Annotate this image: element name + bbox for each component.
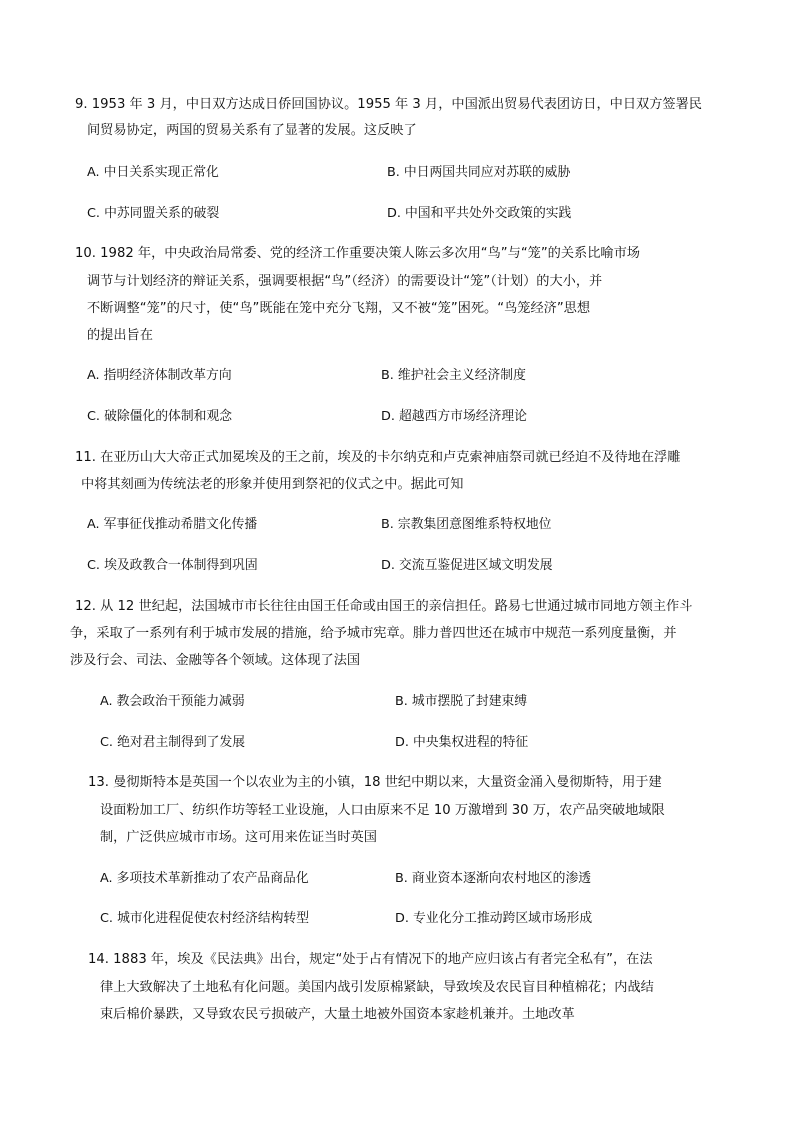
question-stem-line: 11. 在亚历山大大帝正式加冕埃及的王之前，埃及的卡尔纳克和卢克索神庙祭司就已经迫不及待地在浮雕 bbox=[75, 450, 681, 465]
question-stem-line: 制，广泛供应城市市场。这可用来佐证当时英国 bbox=[100, 830, 377, 845]
option-d: D. 超越西方市场经济理论 bbox=[381, 409, 527, 424]
question-stem-line: 不断调整“笼”的尺寸，使“鸟”既能在笼中充分飞翔，又不被“笼”困死。“鸟笼经济”思想 bbox=[87, 301, 591, 316]
question-stem-line: 中将其刻画为传统法老的形象并使用到祭祀的仪式之中。据此可知 bbox=[81, 477, 464, 492]
question-stem-line: 涉及行会、司法、金融等各个领域。这体现了法国 bbox=[70, 653, 361, 668]
option-c: C. 城市化进程促使农村经济结构转型 bbox=[100, 911, 310, 926]
question-stem-line: 13. 曼彻斯特本是英国一个以农业为主的小镇，18 世纪中期以来，大量资金涌入曼彻斯特，用于建 bbox=[88, 775, 662, 790]
option-a: A. 多项技术革新推动了农产品商品化 bbox=[100, 871, 309, 886]
option-c: C. 中苏同盟关系的破裂 bbox=[87, 206, 220, 221]
question-stem-line: 调节与计划经济的辩证关系，强调要根据“鸟”（经济）的需要设计“笼”（计划）的大小，并 bbox=[87, 274, 603, 289]
option-d: D. 交流互鉴促进区域文明发展 bbox=[381, 558, 553, 573]
option-b: B. 城市摆脱了封建束缚 bbox=[395, 694, 528, 709]
question-stem-line: 12. 从 12 世纪起，法国城市市长往往由国王任命或由国王的亲信担任。路易七世通过城市同地方领主作斗 bbox=[75, 599, 693, 614]
option-a: A. 中日关系实现正常化 bbox=[87, 165, 219, 180]
option-c: C. 破除僵化的体制和观念 bbox=[87, 409, 233, 424]
question-stem-line: 14. 1883 年，埃及《民法典》出台，规定“处于占有情况下的地产应归该占有者完全私有”，在法 bbox=[88, 952, 653, 967]
option-b: B. 中日两国共同应对苏联的威胁 bbox=[387, 165, 571, 180]
question-stem-line: 10. 1982 年，中央政治局常委、党的经济工作重要决策人陈云多次用“鸟”与“笼”的关系比喻市场 bbox=[75, 246, 640, 261]
option-d: D. 中央集权进程的特征 bbox=[395, 735, 529, 750]
question-stem-line: 律上大致解决了土地私有化问题。美国内战引发原棉紧缺，导致埃及农民盲目种植棉花；内战结 bbox=[100, 980, 654, 995]
question-stem-line: 的提出旨在 bbox=[87, 328, 153, 343]
option-d: D. 中国和平共处外交政策的实践 bbox=[387, 206, 572, 221]
option-b: B. 维护社会主义经济制度 bbox=[381, 368, 526, 383]
option-c: C. 埃及政教合一体制得到巩固 bbox=[87, 558, 258, 573]
question-stem-line: 间贸易协定，两国的贸易关系有了显著的发展。这反映了 bbox=[87, 123, 417, 138]
option-b: B. 宗教集团意图维系特权地位 bbox=[381, 517, 552, 532]
option-c: C. 绝对君主制得到了发展 bbox=[100, 735, 246, 750]
option-a: A. 指明经济体制改革方向 bbox=[87, 368, 232, 383]
question-stem-line: 9. 1953 年 3 月，中日双方达成日侨回国协议。1955 年 3 月，中国派出贸易代表团访日，中日双方签署民 bbox=[75, 97, 702, 112]
option-d: D. 专业化分工推动跨区域市场形成 bbox=[395, 911, 593, 926]
question-stem-line: 争，采取了一系列有利于城市发展的措施，给予城市宪章。腓力普四世还在城市中规范一系列度量衡，并 bbox=[70, 626, 677, 641]
question-stem-line: 设面粉加工厂、纺织作坊等轻工业设施，人口由原来不足 10 万激增到 30 万，农产品突破地域限 bbox=[100, 803, 665, 818]
option-b: B. 商业资本逐渐向农村地区的渗透 bbox=[395, 871, 592, 886]
question-stem-line: 束后棉价暴跌，又导致农民亏损破产，大量土地被外国资本家趁机兼并。土地改革 bbox=[100, 1007, 575, 1022]
option-a: A. 军事征伐推动希腊文化传播 bbox=[87, 517, 258, 532]
option-a: A. 教会政治干预能力减弱 bbox=[100, 694, 245, 709]
